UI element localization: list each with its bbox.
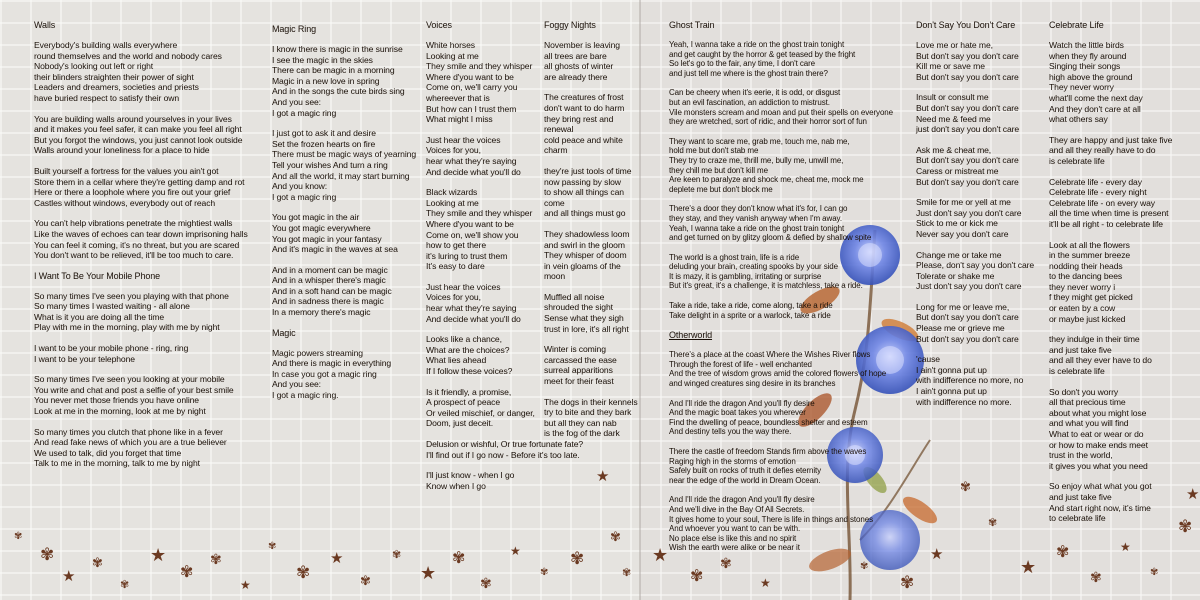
verse: The world is a ghost train, life is a ride deluding your brain, creating spooks by your side It is mazy, it is gambling, irritating or surprise But it's great, it's a challenge, it is matchless, take a ride.	[669, 252, 863, 291]
flower-icon: ✾	[1056, 544, 1070, 561]
verse: So enjoy what what you got and just take five And start right now, it's time to celebrate life	[1049, 481, 1152, 524]
verse: Ask me & cheat me, But don't say you don't care Caress or mistreat me But don't say you don't care	[916, 144, 1019, 187]
verse: You are building walls around yourselves in your lives and it makes you feel safer, it can make you feel all right But you forgot the windows, you just cannot look outside Walls around your loneliness for a place to hide	[34, 113, 243, 156]
verse: Just hear the voices Voices for you, hear what they're saying And decide what you'll do	[426, 134, 521, 177]
verse: Everybody's building walls everywhere round themselves and the world and nobody cares Nobody's looking out left or right their blinders straighten their power of sight Leaders and dreamers, societies and priests have buried respect to satisfy their own	[34, 40, 222, 103]
verse: they indulge in their time and just take five and all they ever have to do is celebrate life	[1049, 334, 1152, 377]
song-title-magic-ring: Magic Ring	[272, 24, 317, 34]
lyrics-column-magic-ring	[272, 24, 422, 411]
lyrics-column-walls	[34, 20, 264, 479]
verse: So many times I've seen you looking at your mobile You write and chat and post a selfie of your best smile You never met those friends you have online Look at me in the morning, look at me by night	[34, 374, 234, 417]
verse: There the castle of freedom Stands firm above the waves Raging high in the storms of emotion Safely built on rocks of truth it defies eternity near the edge of the world in Dream Ocean.	[669, 447, 867, 485]
flower-icon: ★	[1186, 486, 1200, 503]
song-title-voices: Voices	[426, 20, 452, 30]
verse: So many times you clutch that phone like in a fever And read fake news of which you are a true believer We used to talk, did you forget that time Talk to me in the morning, talk to me by night	[34, 426, 227, 469]
flower-icon: ✾	[360, 573, 371, 588]
flower-icon: ★	[150, 545, 167, 565]
verse: There's a door they don't know what it's for, I can go they stay, and they vanish anyway when I'm away. Yeah, I wanna take a ride on the ghost train tonight and get turned on by glitzy gloom & defied by shallow spite	[669, 204, 872, 243]
verse: Black wizards Looking at me They smile and they whisper Where d'you want to be Come on, we'll show you how to get there it's luring to trust them It's easy to dare	[426, 187, 533, 272]
flower-icon: ✾	[92, 555, 103, 570]
verse: You got magic in the air You got magic everywhere You got magic in your fantasy And it's magic in the waves at sea	[272, 212, 398, 255]
flower-icon: ★	[760, 576, 771, 590]
flower-icon: ✾	[268, 541, 277, 552]
lyrics-column-celebrate-life	[1049, 20, 1200, 534]
song-title-magic: Magic	[272, 327, 296, 338]
verse: Delusion or wishful, Or true fortunate fate? I'll find out if I go now - Before it's too late.	[426, 439, 584, 460]
verse: You can't help vibrations penetrate the mightiest walls Like the waves of echoes can tear down imprisoning halls You can feel it coming, it's no threat, but you are scared You don't want to be relieved, it'll be too much to care.	[34, 218, 248, 261]
flower-icon: ★	[510, 544, 521, 558]
flower-icon: ✾	[296, 563, 311, 582]
verse: Long for me or leave me, But don't say you don't care Please me or grieve me But don't say you don't care	[916, 301, 1019, 344]
flower-icon: ✾	[900, 573, 915, 592]
verse: Change me or take me Please, don't say you don't care Tolerate or shake me Just don't say you don't care	[916, 249, 1035, 292]
flower-icon: ✾	[622, 567, 632, 579]
verse: White horses Looking at me They smile and they whisper Where d'you want to be Come on, we'll carry you whereever that is But how can I trust them What might I miss	[426, 40, 533, 125]
flower-icon: ★	[652, 545, 669, 565]
flower-icon: ✾	[14, 531, 23, 542]
song-title-walls: Walls	[34, 20, 56, 30]
verse: Winter is coming carcassed the ease surreal apparitions meet for their feast	[544, 344, 617, 387]
flower-icon: ✾	[988, 517, 998, 529]
flower-icon: ★	[420, 563, 437, 583]
flower-icon: ✾	[1090, 569, 1102, 585]
verse: They are happy and just take five and all they really have to do is celebrate life	[1049, 134, 1173, 166]
verse: 'cause I ain't gonna put up with indifference no more, no I ain't gonna put up with indifference no more.	[916, 354, 1024, 407]
verse: The dogs in their kennels try to bite and they bark but all they can nab is the fog of the dark	[544, 396, 638, 439]
verse: Look at all the flowers in the summer breeze nodding their heads to the dancing bees they never worry i f they might get picked or eaten by a cow or maybe just kicked	[1049, 239, 1133, 324]
verse: Muffled all noise shrouded the sight Sense what they sigh trust in lore, it's all right	[544, 291, 629, 334]
flower-icon: ★	[62, 568, 76, 585]
flower-icon: ✾	[1150, 567, 1159, 578]
song-title-foggy-nights: Foggy Nights	[544, 20, 596, 30]
song-title-otherworld: Otherworld	[669, 330, 713, 341]
lyrics-column-dont-say	[916, 20, 1046, 417]
flower-icon: ✾	[480, 575, 492, 591]
verse: they're just tools of time now passing by slow to show all things can come and all things must go	[544, 165, 632, 219]
verse: Just hear the voices Voices for you, hear what they're saying And decide what you'll do	[426, 281, 521, 324]
verse: I just got to ask it and desire Set the frozen hearts on fire There must be magic ways of yearning Tell your wishes And turn a ring And all the world, it may start burning And you know: I got a magic ring	[272, 128, 416, 202]
flower-icon: ✾	[120, 579, 130, 591]
lyrics-column-ghost-train	[669, 20, 909, 563]
verse: Built yourself a fortress for the values you ain't got Store them in a cellar where they're getting damp and rot Here or there a loophole where you fire out your grief Castles without windows, everybody out of reach	[34, 165, 245, 208]
verse: I'll just know - when I go Know when I go	[426, 470, 515, 491]
verse: Celebrate life - every day Celebrate life - every night Celebrate life - on every way all the time when time is present it'll be all right - to celebrate life	[1049, 176, 1169, 229]
song-title-mobile-phone: I Want To Be Your Mobile Phone	[34, 270, 161, 281]
verse: They shadowless loom and swirl in the gloom They whisper of doom in vein gloams of the moon	[544, 228, 630, 282]
flower-icon: ✾	[720, 555, 732, 571]
verse: Love me or hate me, But don't say you don't care Kill me or save me But don't say you don't care	[916, 40, 1019, 82]
verse: The creatures of frost don't want to do harm they bring rest and renewal cold peace and white charm	[544, 92, 625, 156]
verse: I want to be your mobile phone - ring, ring I want to be your telephone	[34, 343, 189, 364]
song-title-celebrate-life: Celebrate Life	[1049, 20, 1104, 30]
flower-icon: ✾	[540, 567, 549, 578]
verse: Take a ride, take a ride, come along, take a ride Take delight in a sprite or a warlock, take a ride	[669, 301, 833, 320]
flower-icon: ✾	[210, 551, 222, 567]
verse: Can be cheery when it's eerie, it is odd, or disgust but an evil fascination, an addiction to mistrust. Vile monsters scream and moan and put their spells on everyone they are wretched, sort of ridic, and their horror sort of fun	[669, 88, 893, 127]
verse: Is it friendly, a promise, A prospect of peace Or veiled mischief, or danger, Doom, just deceit.	[426, 386, 535, 429]
flower-icon: ✾	[610, 529, 621, 544]
verse: And I'll ride the dragon And you'll fly desire And we'll dive in the Bay Of All Secrets. It gives home to your soul, There is life in things and stones And whoever you want to can be with. No place else is like this and no spirit Wish the earth were alike or be near it	[669, 495, 873, 553]
verse: Yeah, I wanna take a ride on the ghost train tonight and get caught by the horror & get teased by the fright So let's go to the fair, any time, I don't care and just tell me where is the ghost train there?	[669, 40, 856, 78]
verse: So don't you worry all that precious time about what you might lose and what you will find What to eat or wear or do or how to make ends meet trust in the world, it gives you what you need	[1049, 386, 1148, 471]
flower-icon: ✾	[960, 479, 971, 494]
flower-icon: ✾	[1178, 517, 1193, 536]
flower-icon: ★	[596, 468, 610, 485]
song-title-dont-say: Don't Say You Don't Care	[916, 20, 1016, 30]
verse: They want to scare me, grab me, touch me, nab me, hold me but don't stab me They try to craze me, thrill me, bully me, unwill me, they chill me but don't kill me Are keen to paralyze and shock me, cheat me, mock me deplete me but don't block me	[669, 136, 864, 194]
verse: Insult or consult me But don't say you don't care Need me & feed me just don't say you don't care	[916, 92, 1020, 135]
verse: And I'll ride the dragon And you'll fly desire And the magic boat takes you wherever Find the dwelling of peace, boundless shelter and esteem And destiny tells you the way there.	[669, 398, 868, 437]
verse: There's a place at the coast Where the Wishes River flows Through the forest of life - well enchanted And the tree of wisdom grows amid the colored flowers of hope and winged creatures sing desire in its branches	[669, 350, 887, 389]
verse: I know there is magic in the sunrise I see the magic in the skies There can be magic in a morning Magic in a new love in spring And in the songs the cute birds sing And you see: I got a magic ring	[272, 44, 405, 118]
verse: And in a moment can be magic And in a whisper there's magic And in a soft hand can be magic And in sadness there is magic In a memory there's magic	[272, 264, 392, 318]
flower-icon: ✾	[452, 550, 466, 567]
flower-icon: ✾	[40, 545, 55, 564]
flower-icon: ✾	[180, 564, 194, 581]
verse: Looks like a chance, What are the choices? What lies ahead If I follow these voices?	[426, 334, 513, 377]
flower-icon: ★	[930, 546, 944, 563]
flower-icon: ★	[1120, 540, 1131, 554]
song-title-ghost-train: Ghost Train	[669, 20, 715, 30]
flower-icon: ✾	[392, 549, 402, 561]
verse: Watch the little birds when they fly around Singing their songs high above the ground They never worry what'll come the next day And they don't care at all what others say	[1049, 40, 1143, 125]
flower-icon: ✾	[860, 561, 869, 572]
verse: Magic powers streaming And there is magic in everything In case you got a magic ring And you see: I got a magic ring.	[272, 347, 392, 401]
flower-icon: ✾	[570, 549, 585, 568]
verse: November is leaving all trees are bare all ghosts of winter are already there	[544, 40, 620, 82]
verse: Smile for me or yell at me Just don't say you don't care Stick to me or kick me Never say you don't care	[916, 197, 1022, 239]
flower-icon: ★	[330, 550, 344, 567]
lyrics-column-foggy-nights	[544, 20, 644, 449]
flower-icon: ✾	[690, 568, 704, 585]
flower-icon: ★	[1020, 557, 1037, 577]
flower-icon: ★	[240, 578, 251, 592]
verse: So many times I've seen you playing with that phone So many times I wasted waiting - all alone What is it you are doing all the time Play with me in the morning, play with me by night	[34, 290, 229, 333]
